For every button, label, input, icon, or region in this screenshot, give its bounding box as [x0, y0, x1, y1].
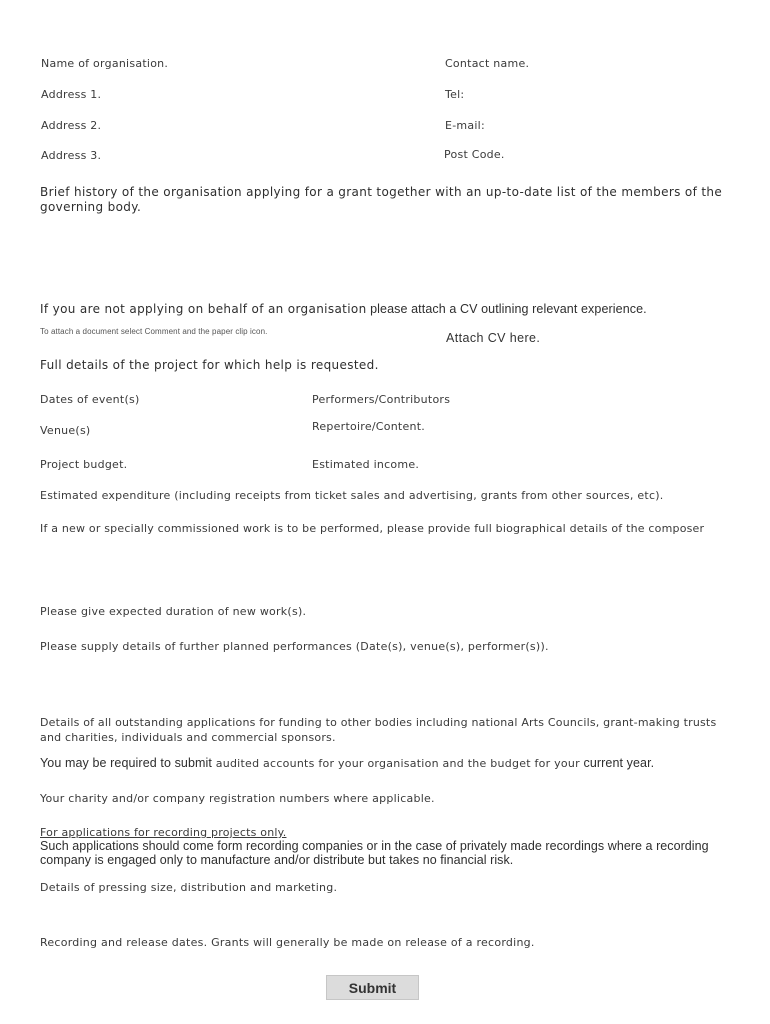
recording-projects-heading: For applications for recording projects only. — [40, 826, 287, 839]
label-email: E-mail: — [445, 119, 485, 132]
label-organisation-name: Name of organisation. — [41, 57, 169, 70]
attach-cv-field[interactable]: Attach CV here. — [446, 331, 541, 345]
label-further-performances: Please supply details of further planned performances (Date(s), venue(s), performer(s)). — [40, 640, 549, 653]
label-address-2: Address 2. — [41, 119, 102, 132]
outstanding-applications-prompt — [40, 715, 716, 745]
audited-accounts-note — [40, 756, 654, 771]
history-prompt-line-1: Brief history of the organisation applying for a grant together with an up-to-date list of the members of the — [40, 185, 723, 199]
project-heading: Full details of the project for which help is requested. — [40, 358, 379, 372]
history-prompt — [40, 185, 722, 215]
history-prompt-line-2: governing body. — [40, 200, 142, 214]
label-commissioned-work: If a new or specially commissioned work is to be performed, please provide full biographical details of the composer — [40, 522, 705, 535]
label-repertoire-content: Repertoire/Content. — [312, 420, 426, 433]
cv-attach-instruction: To attach a document select Comment and the paper clip icon. — [40, 327, 268, 336]
cv-prompt — [40, 302, 647, 317]
label-address-1: Address 1. — [41, 88, 102, 101]
label-pressing-details: Details of pressing size, distribution and marketing. — [40, 881, 338, 894]
label-contact-name: Contact name. — [445, 57, 530, 70]
submit-button[interactable]: Submit — [326, 975, 419, 1000]
outstanding-applications-line-1: Details of all outstanding applications for funding to other bodies including national Arts Councils, grant-making trusts — [40, 716, 717, 729]
recording-projects-note — [40, 839, 709, 867]
outstanding-applications-line-2: and charities, individuals and commercial sponsors. — [40, 731, 336, 744]
audited-accounts-part-b: audited accounts for your organisation and the budget for your — [211, 757, 580, 770]
label-registration-numbers: Your charity and/or company registration numbers where applicable. — [40, 792, 435, 805]
audited-accounts-part-c: current year. — [579, 756, 655, 770]
recording-note-line-1: Such applications should come form recording companies or in the case of privately made recordings where a recording — [40, 839, 709, 853]
label-recording-release-dates: Recording and release dates. Grants will generally be made on release of a recording. — [40, 936, 535, 949]
cv-prompt-start: If you are not applying on behalf of an organisation — [40, 302, 367, 316]
label-venues: Venue(s) — [40, 424, 91, 437]
recording-note-line-2: company is engaged only to manufacture and/or distribute but takes no financial risk. — [40, 853, 514, 867]
label-address-3: Address 3. — [41, 149, 102, 162]
label-post-code: Post Code. — [444, 148, 505, 161]
audited-accounts-part-a: You may be required to submit — [40, 756, 212, 770]
label-tel: Tel: — [445, 88, 465, 101]
label-expected-duration: Please give expected duration of new work(s). — [40, 605, 307, 618]
cv-prompt-end: please attach a CV outlining relevant experience. — [366, 302, 647, 316]
label-estimated-expenditure: Estimated expenditure (including receipts from ticket sales and advertising, grants from other sources, etc). — [40, 489, 664, 502]
label-dates-of-events: Dates of event(s) — [40, 393, 140, 406]
label-project-budget: Project budget. — [40, 458, 128, 471]
label-estimated-income: Estimated income. — [312, 458, 420, 471]
label-performers-contributors: Performers/Contributors — [312, 393, 451, 406]
